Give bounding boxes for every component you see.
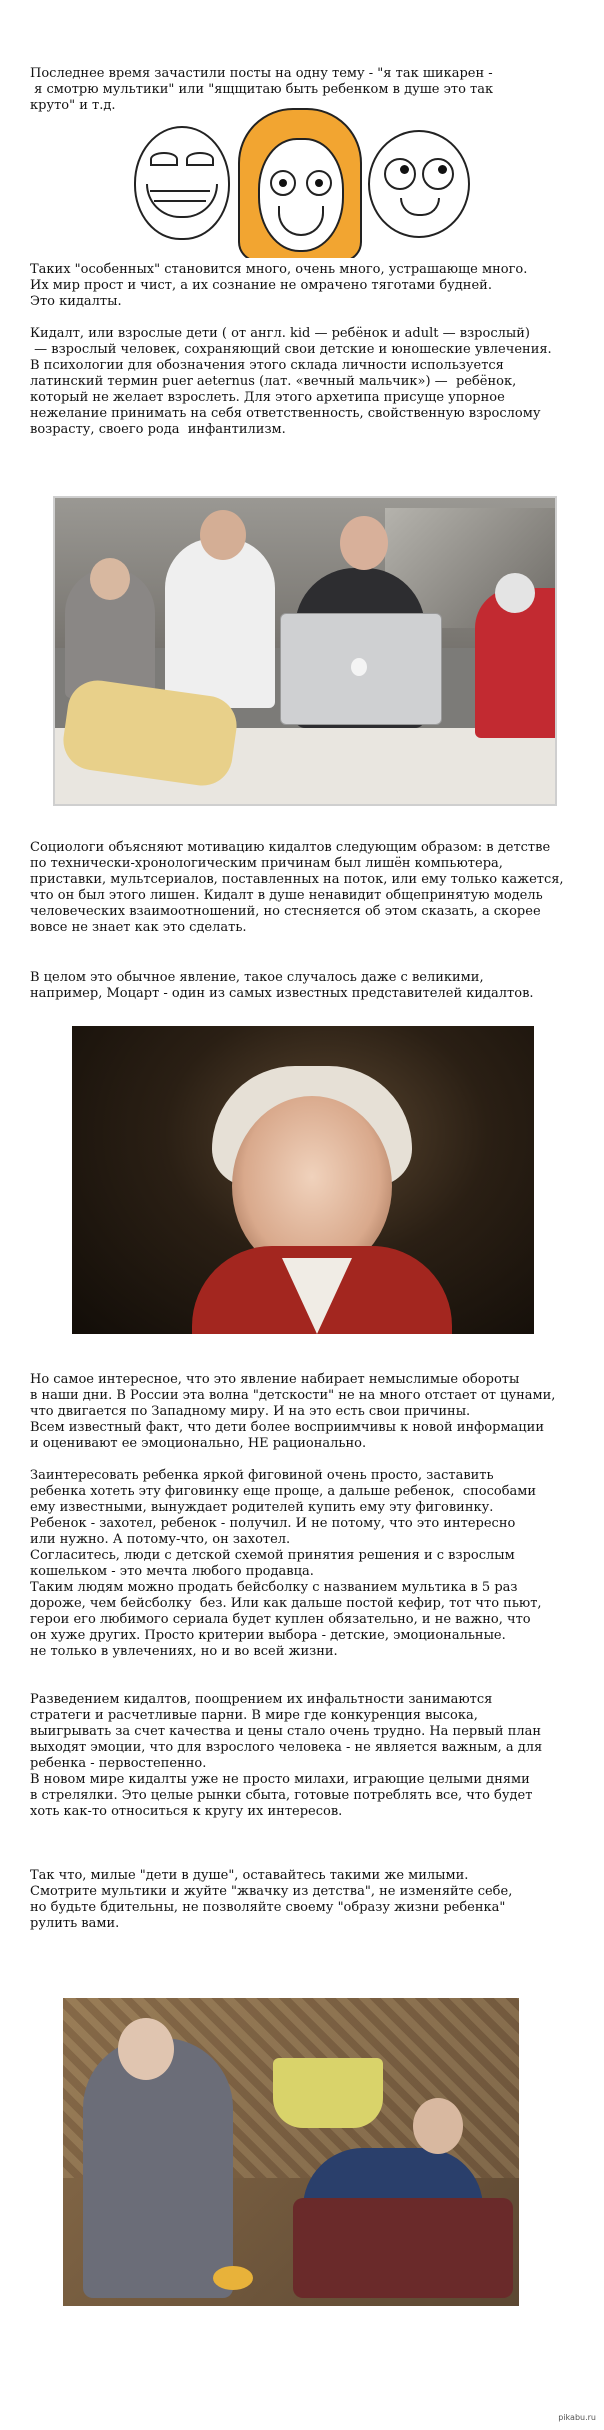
photo-elderly-gamers [63,1998,519,2306]
dreamy-face-icon [368,130,470,238]
paragraph-1: Таких "особенных" становится много, очень много, устрашающе много. Их мир прост и чист, а их сознание не омрачено тяготами будней. Это кидалты. [30,262,528,309]
photo-mozart-portrait [72,1026,534,1334]
excited-face-icon [258,138,344,252]
intro-paragraph: Последнее время зачастили посты на одну тему - "я так шикарен - я смотрю мультики" или "ящщитаю быть ребенком в душе это так круто" и т.д. [30,66,494,113]
paragraph-3: Социологи объясняют мотивацию кидалтов следующим образом: в детстве по технически-хронологическим причинам был лишён компьютера, приставки, мультсериалов, поставленных на поток, или ему только кажется, что он был этого лишен. Кидалт в душе ненавидит общепринятую модель человеческих взаимоотношений, но стесняется об этом сказать, а скорее вовсе не знает как это сделать. [30,840,564,935]
paragraph-7: Разведением кидалтов, поощрением их инфальтности занимаются стратеги и расчетливые парни. В мире где конкуренция высока, выигрывать за счет качества и цены стало очень трудно. На первый план выходят эмоции, что для взрослого человека - не является важным, а для ребенка - первостепенно. В новом мире кидалты уже не просто милахи, играющие целыми днями в стрелялки. Это целые рынки сбыта, готовые потреблять все, что будет хоть как-то относиться к кругу их интересов. [30,1692,543,1819]
meme-faces-illustration [134,108,474,258]
paragraph-6: Заинтересовать ребенка яркой фиговиной очень просто, заставить ребенка хотеть эту фиговинку еще проще, а дальше ребенок, способами ему известными, вынуждает родителей купить ему эту фиговинку. Ребенок - захотел, ребенок - получил. И не потому, что это интересно или нужно. А потому-что, он захотел. Согласитесь, люди с детской схемой принятия решения и с взрослым кошельком - это мечта любого продавца. Таким людям можно продать бейсболку с названием мультика в 5 раз дороже, чем бейсболку без. Или как дальше постой кефир, тот что пьют, герои его любимого сериала будет куплен обязательно, и не важно, что он хуже других. Просто критерии выбора - детские, эмоциональные. не только в увлечениях, но и во всей жизни. [30,1468,542,1659]
photo-young-men-laptop [53,496,557,806]
paragraph-5: Но самое интересное, что это явление набирает немыслимые обороты в наши дни. В России эта волна "детскости" не на много отстает от цунами, что двигается по Западному миру. И на это есть свои причины. Всем известный факт, что дети более восприимчивы к новой информации и оценивают ее эмоционально, НЕ рационально. [30,1372,556,1451]
apple-logo-icon [351,658,367,676]
site-watermark: pikabu.ru [558,2413,596,2422]
paragraph-8: Так что, милые "дети в душе", оставайтесь такими же милыми. Смотрите мультики и жуйте "жвачку из детства", не изменяйте себе, но будьте бдительны, не позволяйте своему "образу жизни ребенка" рулить вами. [30,1868,513,1931]
smug-face-icon [134,126,230,240]
paragraph-2: Кидалт, или взрослые дети ( от англ. kid — ребёнок и adult — взрослый) — взрослый человек, сохраняющий свои детские и юношеские увлечения. В психологии для обозначения этого склада личности используется латинский термин puer aeternus (лат. «вечный мальчик») — ребёнок, который не желает взрослеть. Для этого архетипа присуще упорное нежелание принимать на себя ответственность, свойственную взрослому возрасту, своего рода инфантилизм. [30,326,552,437]
paragraph-4: В целом это обычное явление, такое случалось даже с великими, например, Моцарт - один из самых известных представителей кидалтов. [30,970,534,1001]
